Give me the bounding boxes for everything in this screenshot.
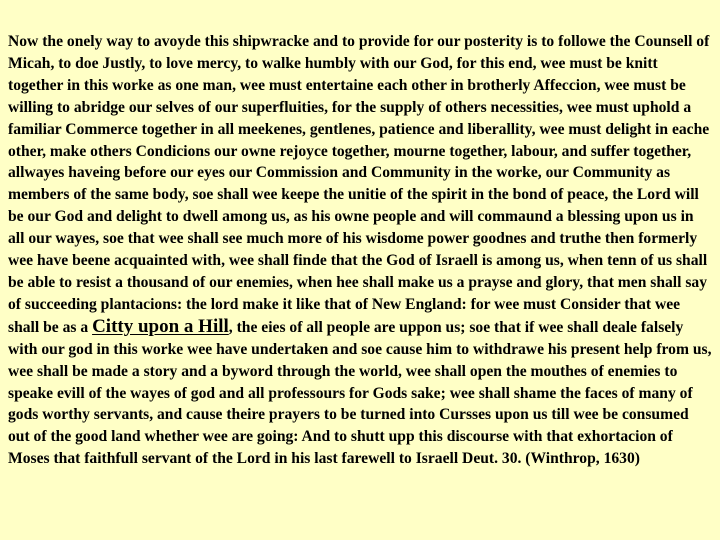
quotation-passage: [8, 31, 713, 470]
passage-text-before: Now the onely way to avoyde this shipwracke and to provide for our posterity is to followe the Counsell of Micah, to doe Justly, to love mercy, to walke humbly with our God, for this end, wee must be knitt together in this worke as one man, wee must entertaine each other in brotherly Affeccion, wee must be willing to abridge our selves of our superfluities, for the supply of others necessities, wee must uphold a familiar Commerce together in all meekenes, gentlenes, patience and liberallity, wee must delight in eache other, make others Condicions our owne rejoyce together, mourne together, labour, and suffer together, allwayes haveing before our eyes our Commission and Community in the worke, our Community as members of the same body, soe shall wee keepe the unitie of the spirit in the bond of peace, the Lord will be our God and delight to dwell among us, as his owne people and will commaund a blessing upon us in all our wayes, soe that wee shall see much more of his wisdome power goodnes and truthe then formerly wee have beene acquainted with, wee shall finde that the God of Israell is among us, when tenn of us shall be able to resist a thousand of our enemies, when hee shall make us a prayse and glory, that men shall say of succeeding plantacions: the lord make it like that of New England: for wee must Consider that wee shall be as a: [8, 33, 710, 336]
citty-upon-a-hill-emphasis: Citty upon a Hill: [92, 315, 229, 337]
passage-text-after: , the eies of all people are uppon us; soe that if wee shall deale falsely with our god in this worke wee have undertaken and soe cause him to withdrawe his present help from us, wee shall be made a story and a byword through the world, wee shall open the mouthes of enemies to speake evill of the wayes of god and all professours for Gods sake; wee shall shame the faces of many of gods worthy servants, and cause theire prayers to be turned into Cursses upon us till wee be consumed out of the good land whether wee are going: And to shutt upp this discourse with that exhortacion of Moses that faithfull servant of the Lord in his last farewell to Israell Deut. 30. (Winthrop, 1630): [8, 318, 712, 468]
